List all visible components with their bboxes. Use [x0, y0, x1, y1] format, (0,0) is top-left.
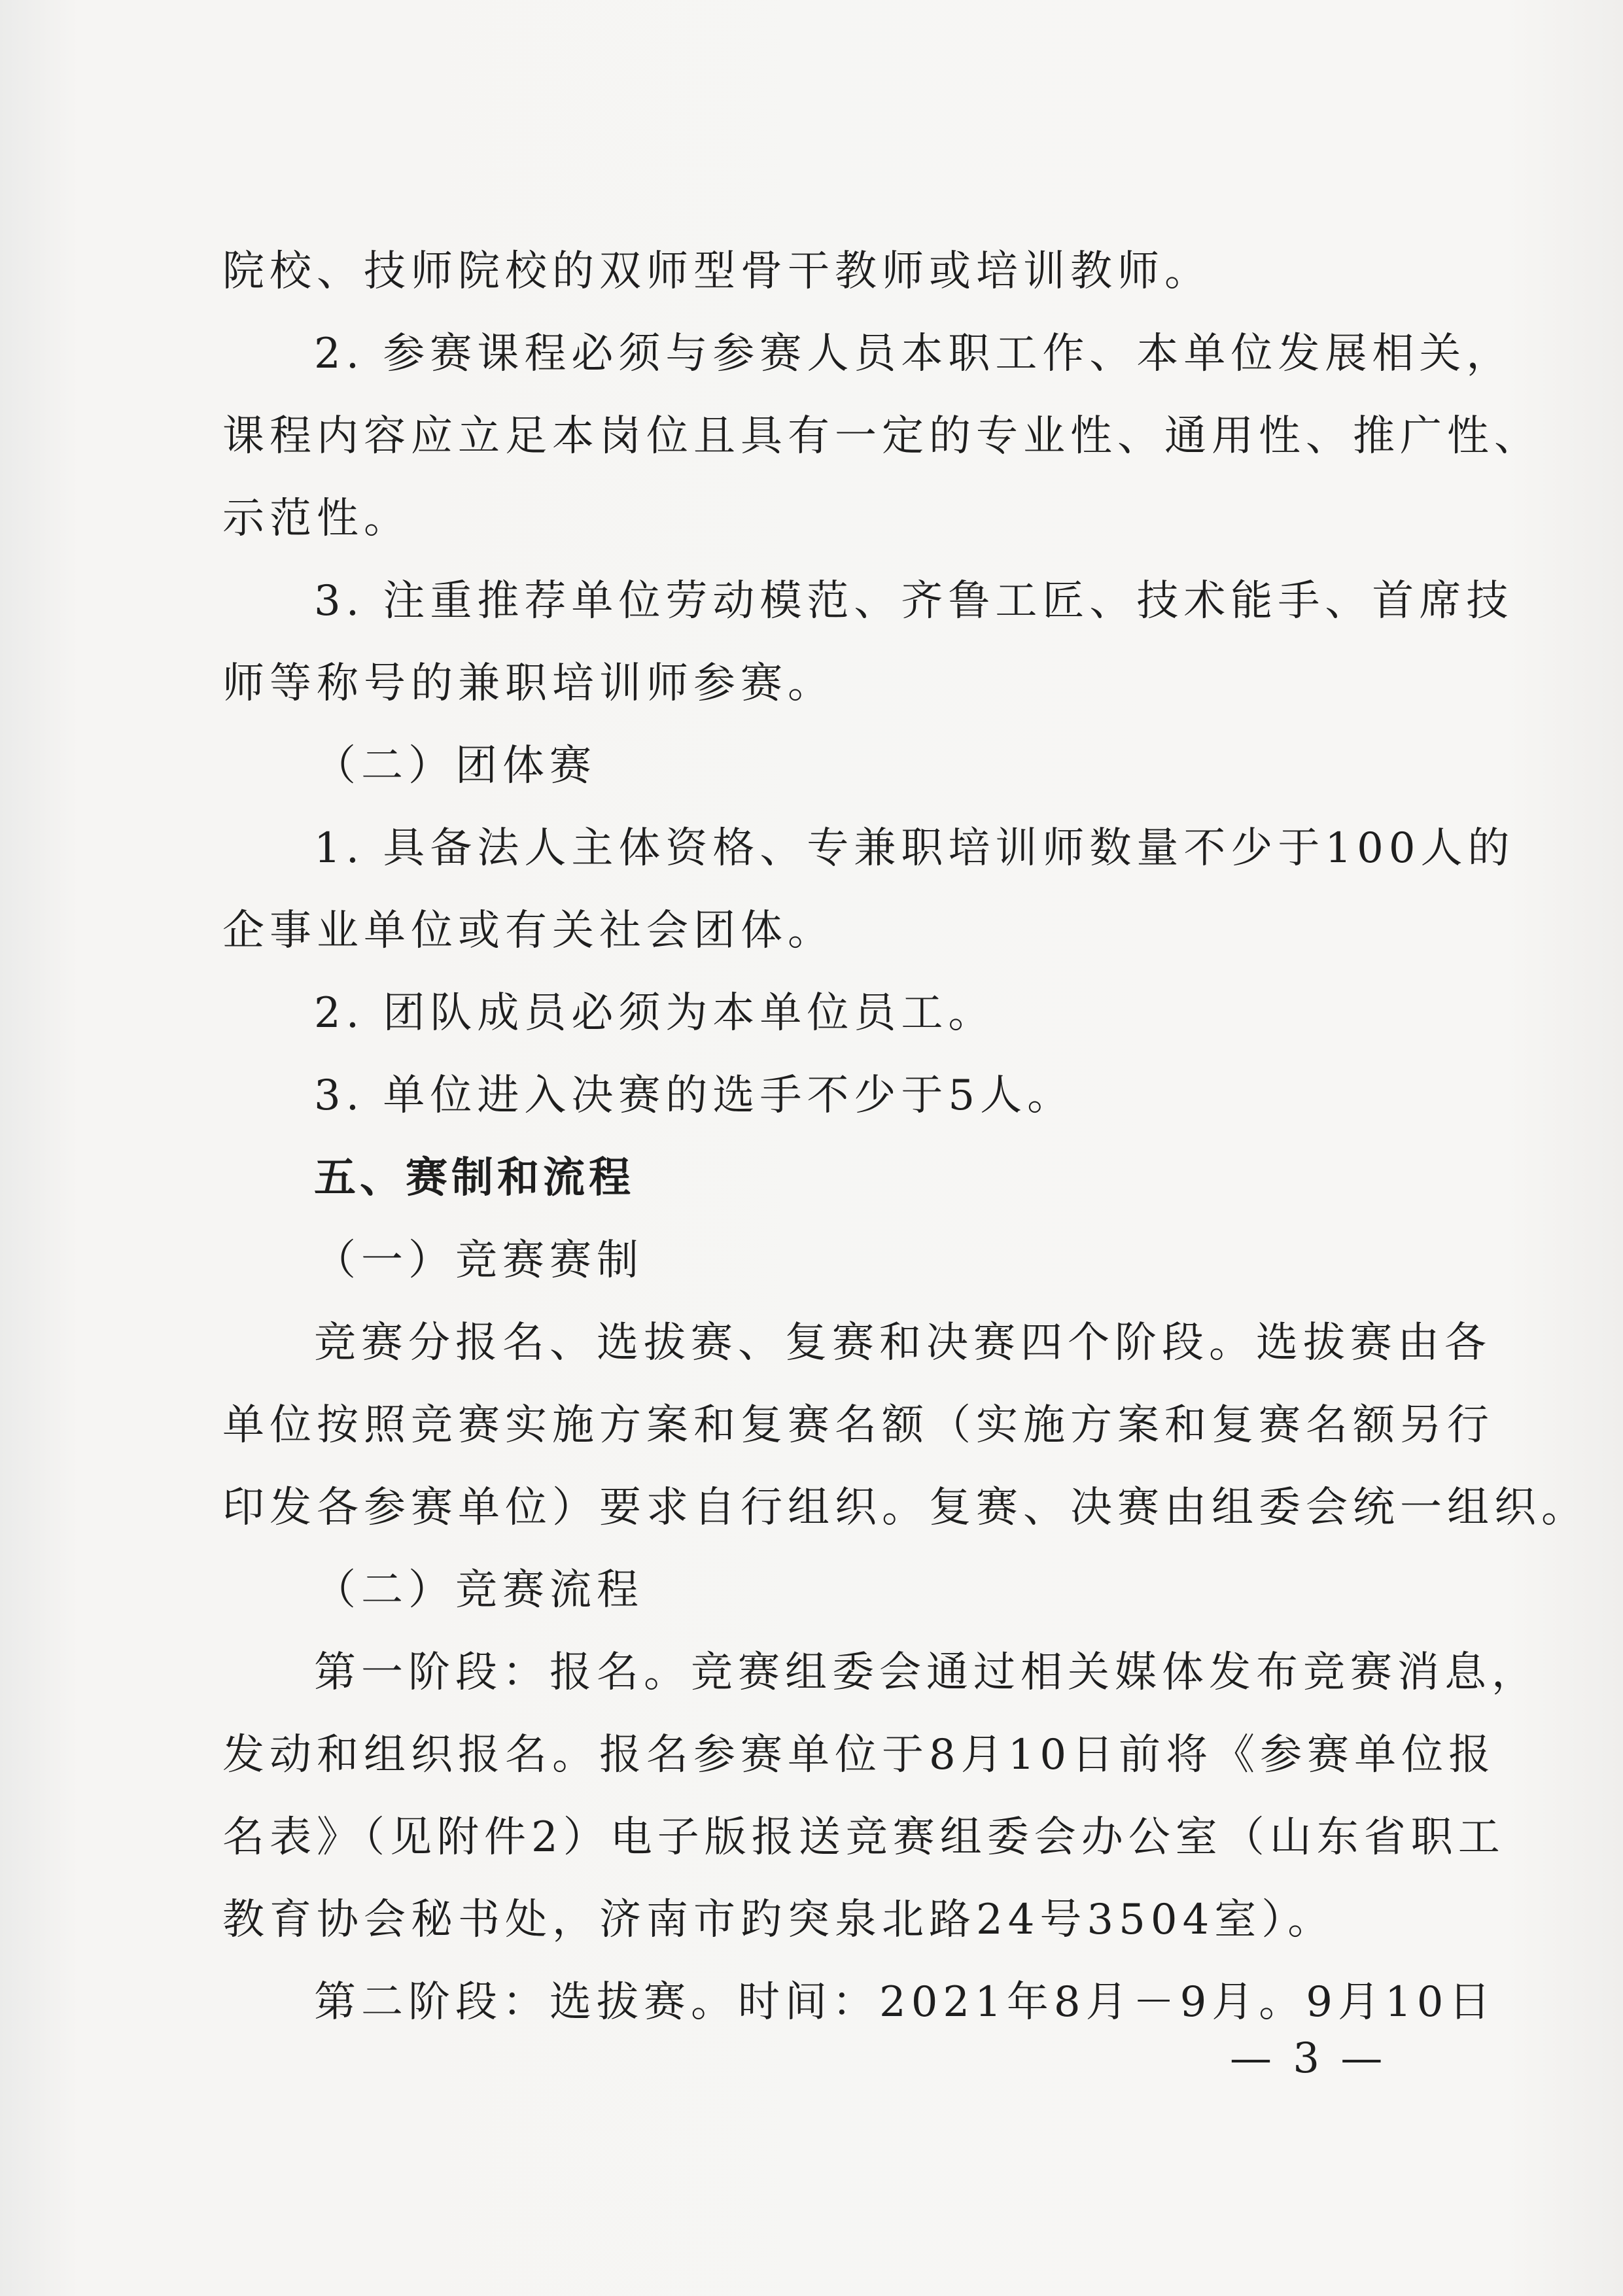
paragraph: 第一阶段：报名。竞赛组委会通过相关媒体发布竞赛消息， — [314, 1648, 1539, 1697]
document-body — [222, 230, 1588, 2044]
paragraph: 教育协会秘书处，济南市趵突泉北路24号3504室）。 — [222, 1896, 1335, 1944]
paragraph: 院校、技师院校的双师型骨干教师或培训教师。 — [222, 247, 1212, 296]
section-subheading: （二）团体赛 — [314, 742, 597, 790]
paragraph: 竞赛分报名、选拔赛、复赛和决赛四个阶段。选拔赛由各 — [314, 1319, 1492, 1367]
paragraph: 课程内容应立足本岗位且具有一定的专业性、通用性、推广性、 — [222, 412, 1541, 461]
paragraph: 单位按照竞赛实施方案和复赛名额（实施方案和复赛名额另行 — [222, 1401, 1494, 1450]
paragraph: 发动和组织报名。报名参赛单位于8月10日前将《参赛单位报 — [222, 1731, 1496, 1779]
paragraph: 印发各参赛单位）要求自行组织。复赛、决赛由组委会统一组织。 — [222, 1484, 1588, 1532]
paragraph: 示范性。 — [222, 495, 411, 543]
paragraph: 2. 团队成员必须为本单位员工。 — [314, 989, 996, 1037]
paragraph: 第二阶段：选拔赛。时间：2021年8月－9月。9月10日 — [314, 1978, 1496, 2026]
page-number: — 3 — — [1230, 2034, 1387, 2083]
paragraph: 1. 具备法人主体资格、专兼职培训师数量不少于100人的 — [314, 824, 1515, 873]
paragraph: 3. 注重推荐单位劳动模范、齐鲁工匠、技术能手、首席技 — [314, 577, 1514, 625]
paragraph: 3. 单位进入决赛的选手不少于5人。 — [314, 1071, 1075, 1120]
section-subheading: （一）竞赛赛制 — [314, 1236, 644, 1285]
section-heading: 五、赛制和流程 — [314, 1154, 635, 1202]
paragraph: 企事业单位或有关社会团体。 — [222, 907, 835, 955]
paragraph: 师等称号的兼职培训师参赛。 — [222, 659, 835, 708]
section-subheading: （二）竞赛流程 — [314, 1566, 644, 1614]
paragraph: 名表》（见附件2）电子版报送竞赛组委会办公室（山东省职工 — [222, 1813, 1505, 1862]
paragraph: 2. 参赛课程必须与参赛人员本职工作、本单位发展相关， — [314, 330, 1514, 378]
